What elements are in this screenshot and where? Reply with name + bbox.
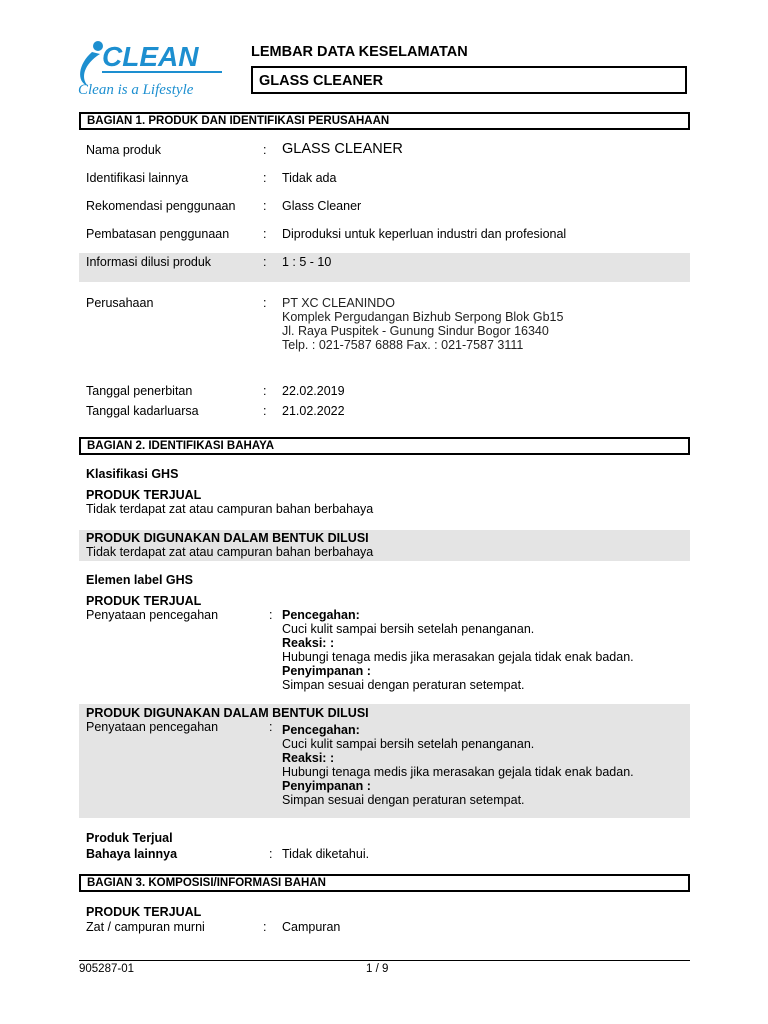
document-title: LEMBAR DATA KESELAMATAN bbox=[251, 44, 468, 60]
storage-text-2: Simpan sesuai dengan peraturan setempat. bbox=[282, 793, 525, 807]
storage-text: Simpan sesuai dengan peraturan setempat. bbox=[282, 678, 525, 692]
footer-divider bbox=[79, 960, 690, 961]
colon: : bbox=[263, 171, 267, 185]
label-tanggal-penerbitan: Tanggal penerbitan bbox=[86, 384, 193, 398]
ghs-label-heading: Elemen label GHS bbox=[86, 573, 193, 587]
other-hazard-value: Tidak diketahui. bbox=[282, 847, 370, 861]
precaution-label: Penyataan pencegahan bbox=[86, 608, 219, 622]
section-2-heading: BAGIAN 2. IDENTIFIKASI BAHAYA bbox=[79, 437, 690, 455]
label-tanggal-kadarluarsa: Tanggal kadarluarsa bbox=[86, 404, 199, 418]
s3-sold-product-heading: PRODUK TERJUAL bbox=[86, 905, 202, 919]
sold-product-heading: PRODUK TERJUAL bbox=[86, 488, 202, 502]
precaution-statements bbox=[282, 608, 634, 692]
company-contact: Telp. : 021-7587 6888 Fax. : 021-7587 3111 bbox=[282, 338, 524, 352]
company-address-2: Jl. Raya Puspitek - Gunung Sindur Bogor 16340 bbox=[282, 324, 549, 338]
product-title: GLASS CLEANER bbox=[259, 73, 384, 89]
precaution-label-2: Penyataan pencegahan bbox=[86, 720, 219, 734]
label-dilusi: Informasi dilusi produk bbox=[86, 255, 212, 269]
colon: : bbox=[269, 608, 273, 622]
colon: : bbox=[263, 404, 267, 418]
value-rekomendasi: Glass Cleaner bbox=[282, 199, 362, 213]
prevention-heading: Pencegahan: bbox=[282, 608, 360, 622]
company-logo bbox=[70, 34, 230, 104]
value-tanggal-kadarluarsa: 21.02.2022 bbox=[282, 404, 345, 418]
value-identifikasi: Tidak ada bbox=[282, 171, 337, 185]
colon: : bbox=[263, 143, 267, 157]
diluted-heading: PRODUK DIGUNAKAN DALAM BENTUK DILUSI bbox=[86, 531, 369, 545]
value-dilusi: 1 : 5 - 10 bbox=[282, 255, 332, 269]
reaction-text-2: Hubungi tenaga medis jika merasakan gejala tidak enak badan. bbox=[282, 765, 634, 779]
colon: : bbox=[263, 227, 267, 241]
logo-tagline: Clean is a Lifestyle bbox=[78, 82, 194, 98]
label-zat-campuran: Zat / campuran murni bbox=[86, 920, 205, 934]
value-tanggal-penerbitan: 22.02.2019 bbox=[282, 384, 345, 398]
storage-heading: Penyimpanan : bbox=[282, 664, 371, 678]
page-number: 1 / 9 bbox=[366, 963, 389, 975]
colon: : bbox=[263, 384, 267, 398]
product-title-box bbox=[251, 66, 687, 94]
precaution-statements-2 bbox=[282, 723, 634, 807]
other-hazard-label: Bahaya lainnya bbox=[86, 847, 178, 861]
reaction-heading-2: Reaksi: : bbox=[282, 751, 335, 765]
colon: : bbox=[263, 199, 267, 213]
company-address-1: Komplek Pergudangan Bizhub Serpong Blok Gb15 bbox=[282, 310, 564, 324]
prevention-text: Cuci kulit sampai bersih setelah penanganan. bbox=[282, 622, 535, 636]
colon: : bbox=[269, 720, 273, 734]
document-code: 905287-01 bbox=[79, 963, 134, 975]
logo-brand: CLEAN bbox=[102, 41, 199, 72]
reaction-text: Hubungi tenaga medis jika merasakan gejala tidak enak badan. bbox=[282, 650, 634, 664]
section-1-heading: BAGIAN 1. PRODUK DAN IDENTIFIKASI PERUSAHAAN bbox=[79, 112, 690, 130]
colon: : bbox=[263, 296, 267, 310]
label-rekomendasi: Rekomendasi penggunaan bbox=[86, 199, 236, 213]
reaction-heading: Reaksi: : bbox=[282, 636, 335, 650]
value-nama-produk: GLASS CLEANER bbox=[282, 141, 403, 157]
label-nama-produk: Nama produk bbox=[86, 143, 162, 157]
colon: : bbox=[269, 847, 273, 861]
diluted-no-hazard: Tidak terdapat zat atau campuran bahan berbahaya bbox=[86, 545, 374, 559]
colon: : bbox=[263, 255, 267, 269]
sold-product-subheading: Produk Terjual bbox=[86, 831, 173, 845]
section-3-heading: BAGIAN 3. KOMPOSISI/INFORMASI BAHAN bbox=[79, 874, 690, 892]
logo-swoosh bbox=[80, 52, 100, 86]
company-address bbox=[282, 296, 563, 352]
colon: : bbox=[263, 920, 267, 934]
label-identifikasi: Identifikasi lainnya bbox=[86, 171, 189, 185]
label-pembatasan: Pembatasan penggunaan bbox=[86, 227, 230, 241]
prevention-text-2: Cuci kulit sampai bersih setelah penanganan. bbox=[282, 737, 535, 751]
value-zat-campuran: Campuran bbox=[282, 920, 341, 934]
prevention-heading-2: Pencegahan: bbox=[282, 723, 360, 737]
label-perusahaan: Perusahaan bbox=[86, 296, 154, 310]
ghs-classification-heading: Klasifikasi GHS bbox=[86, 467, 179, 481]
sold-product-heading-2: PRODUK TERJUAL bbox=[86, 594, 202, 608]
company-name: PT XC CLEANINDO bbox=[282, 296, 395, 310]
sold-no-hazard: Tidak terdapat zat atau campuran bahan berbahaya bbox=[86, 502, 374, 516]
storage-heading-2: Penyimpanan : bbox=[282, 779, 371, 793]
value-pembatasan: Diproduksi untuk keperluan industri dan profesional bbox=[282, 227, 567, 241]
diluted-heading-2: PRODUK DIGUNAKAN DALAM BENTUK DILUSI bbox=[86, 706, 369, 720]
